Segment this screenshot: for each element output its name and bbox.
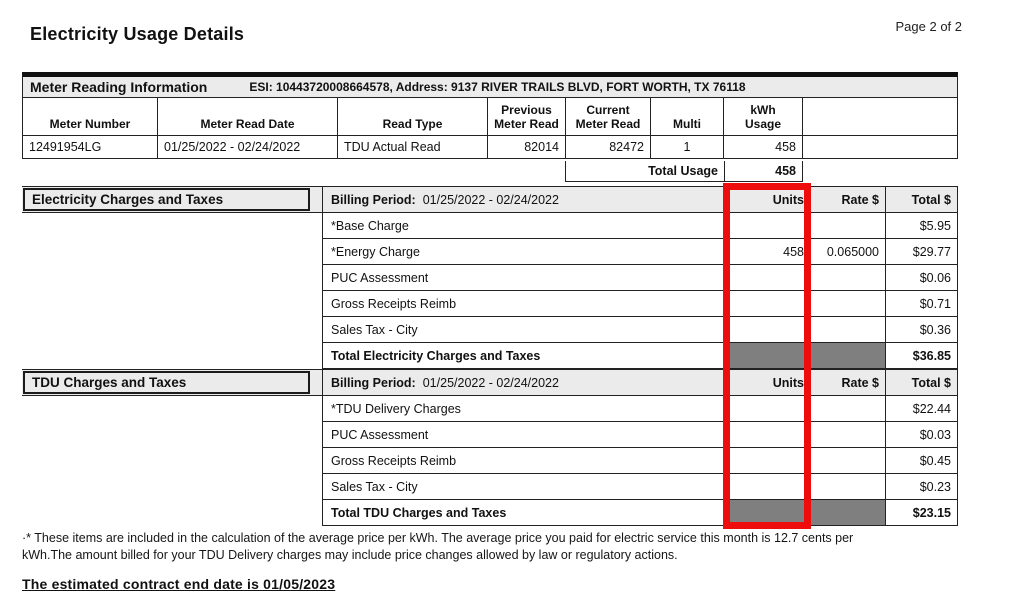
meter-reading-section-title: Meter Reading Information <box>30 79 208 95</box>
total-row-amount: $23.15 <box>885 500 958 526</box>
charge-row <box>22 422 958 448</box>
billing-period-label: Billing Period: <box>331 192 416 207</box>
billing-period-label: Billing Period: <box>331 375 416 390</box>
rate-column-header: Rate $ <box>810 370 885 395</box>
units-column-highlight-rectangle <box>723 183 811 529</box>
charge-rate <box>810 474 885 500</box>
esi-address-text: ESI: 10443720008664578, Address: 9137 RIVER TRAILS BLVD, FORT WORTH, TX 76118 <box>249 80 746 94</box>
charge-total: $0.23 <box>885 474 958 500</box>
cell-previous-meter-read: 82014 <box>488 136 566 158</box>
rate-column-header: Rate $ <box>810 187 885 212</box>
charge-description: Sales Tax - City <box>322 317 728 343</box>
section-header-electricity-charges <box>22 186 958 213</box>
row-spacer <box>22 500 322 526</box>
charge-row <box>22 317 958 343</box>
cell-multi: 1 <box>651 136 724 158</box>
charge-row <box>22 265 958 291</box>
charge-total: $29.77 <box>885 239 958 265</box>
row-spacer <box>22 239 322 265</box>
charge-rate <box>810 291 885 317</box>
total-usage-value: 458 <box>724 161 802 181</box>
total-row-tdu <box>22 500 958 526</box>
charge-description: PUC Assessment <box>322 422 728 448</box>
charge-rate <box>810 448 885 474</box>
charge-row <box>22 213 958 239</box>
meter-reading-table <box>22 72 958 159</box>
column-header-kwh-usage <box>724 98 803 135</box>
meter-table-data-row <box>23 136 957 158</box>
charge-description: *TDU Delivery Charges <box>322 396 728 422</box>
charge-row <box>22 291 958 317</box>
charge-total: $0.03 <box>885 422 958 448</box>
row-spacer <box>22 317 322 343</box>
charge-row <box>22 239 958 265</box>
total-row-description: Total TDU Charges and Taxes <box>322 500 728 526</box>
charge-total: $5.95 <box>885 213 958 239</box>
charge-rate <box>810 265 885 291</box>
row-spacer <box>22 343 322 369</box>
column-header-multi: Multi <box>651 98 724 135</box>
charge-rate <box>810 317 885 343</box>
tdu-section-title: TDU Charges and Taxes <box>23 371 310 394</box>
electricity-section-title: Electricity Charges and Taxes <box>23 188 310 211</box>
billing-period-value: 01/25/2022 - 02/24/2022 <box>422 192 559 207</box>
total-row-electricity <box>22 343 958 369</box>
cell-meter-number: 12491954LG <box>23 136 158 158</box>
charge-description: Sales Tax - City <box>322 474 728 500</box>
charge-description: Gross Receipts Reimb <box>322 448 728 474</box>
total-usage-box <box>565 161 803 182</box>
row-spacer <box>22 422 322 448</box>
charges-table <box>22 186 958 526</box>
charge-units: 458 <box>728 239 810 265</box>
column-header-previous-meter-read-label: Previous Meter Read <box>494 103 559 132</box>
units-column-header: Units <box>728 370 810 395</box>
cell-current-meter-read: 82472 <box>566 136 651 158</box>
cell-empty <box>803 136 957 158</box>
row-spacer <box>22 291 322 317</box>
page-title: Electricity Usage Details <box>30 24 245 44</box>
contract-end-date-text: The estimated contract end date is 01/05/2023 <box>22 576 336 592</box>
electricity-billing-period <box>322 187 728 212</box>
charge-total: $0.06 <box>885 265 958 291</box>
total-column-header: Total $ <box>885 370 958 395</box>
row-spacer <box>22 474 322 500</box>
total-row-rate-filled <box>810 343 885 369</box>
column-header-kwh-usage-label: kWh Usage <box>744 103 782 132</box>
charge-row <box>22 474 958 500</box>
column-header-read-type: Read Type <box>338 98 488 135</box>
units-column-header: Units <box>728 187 810 212</box>
charge-description: PUC Assessment <box>322 265 728 291</box>
footnote-line-1: ·* These items are included in the calculation of the average price per kWh. The average price you paid for electric service this month is 12.7 cents per <box>22 531 854 545</box>
billing-period-value: 01/25/2022 - 02/24/2022 <box>422 375 559 390</box>
meter-table-column-header-row <box>23 98 957 136</box>
column-header-meter-number: Meter Number <box>23 98 158 135</box>
column-header-meter-read-date: Meter Read Date <box>158 98 338 135</box>
footnote <box>22 530 1000 564</box>
column-header-current-meter-read-label: Current Meter Read <box>575 103 641 132</box>
cell-kwh-usage: 458 <box>724 136 803 158</box>
charge-total: $0.36 <box>885 317 958 343</box>
charge-rate <box>810 396 885 422</box>
row-spacer <box>22 448 322 474</box>
tdu-billing-period <box>322 370 728 395</box>
row-spacer <box>22 396 322 422</box>
charge-rate <box>810 422 885 448</box>
row-spacer <box>22 265 322 291</box>
charge-row <box>22 396 958 422</box>
footnote-line-2: kWh.The amount billed for your TDU Delivery charges may include price changes allowed by law or regulatory actions. <box>22 547 678 562</box>
column-header-empty <box>803 98 957 135</box>
charge-description: *Base Charge <box>322 213 728 239</box>
charge-total: $0.45 <box>885 448 958 474</box>
meter-reading-header-row <box>23 77 957 98</box>
total-row-rate-filled <box>810 500 885 526</box>
total-row-amount: $36.85 <box>885 343 958 369</box>
total-row-description: Total Electricity Charges and Taxes <box>322 343 728 369</box>
cell-read-type: TDU Actual Read <box>338 136 488 158</box>
charge-description: *Energy Charge <box>322 239 728 265</box>
cell-meter-read-date: 01/25/2022 - 02/24/2022 <box>158 136 338 158</box>
charge-total: $0.71 <box>885 291 958 317</box>
charge-rate: 0.065000 <box>810 239 885 265</box>
total-column-header: Total $ <box>885 187 958 212</box>
charge-total: $22.44 <box>885 396 958 422</box>
charge-description: Gross Receipts Reimb <box>322 291 728 317</box>
section-header-tdu-charges <box>22 369 958 396</box>
charge-rate <box>810 213 885 239</box>
row-spacer <box>22 213 322 239</box>
total-usage-label: Total Usage <box>648 164 718 178</box>
column-header-previous-meter-read <box>488 98 566 135</box>
page-number-indicator: Page 2 of 2 <box>895 19 962 34</box>
charge-row <box>22 448 958 474</box>
column-header-current-meter-read <box>566 98 651 135</box>
